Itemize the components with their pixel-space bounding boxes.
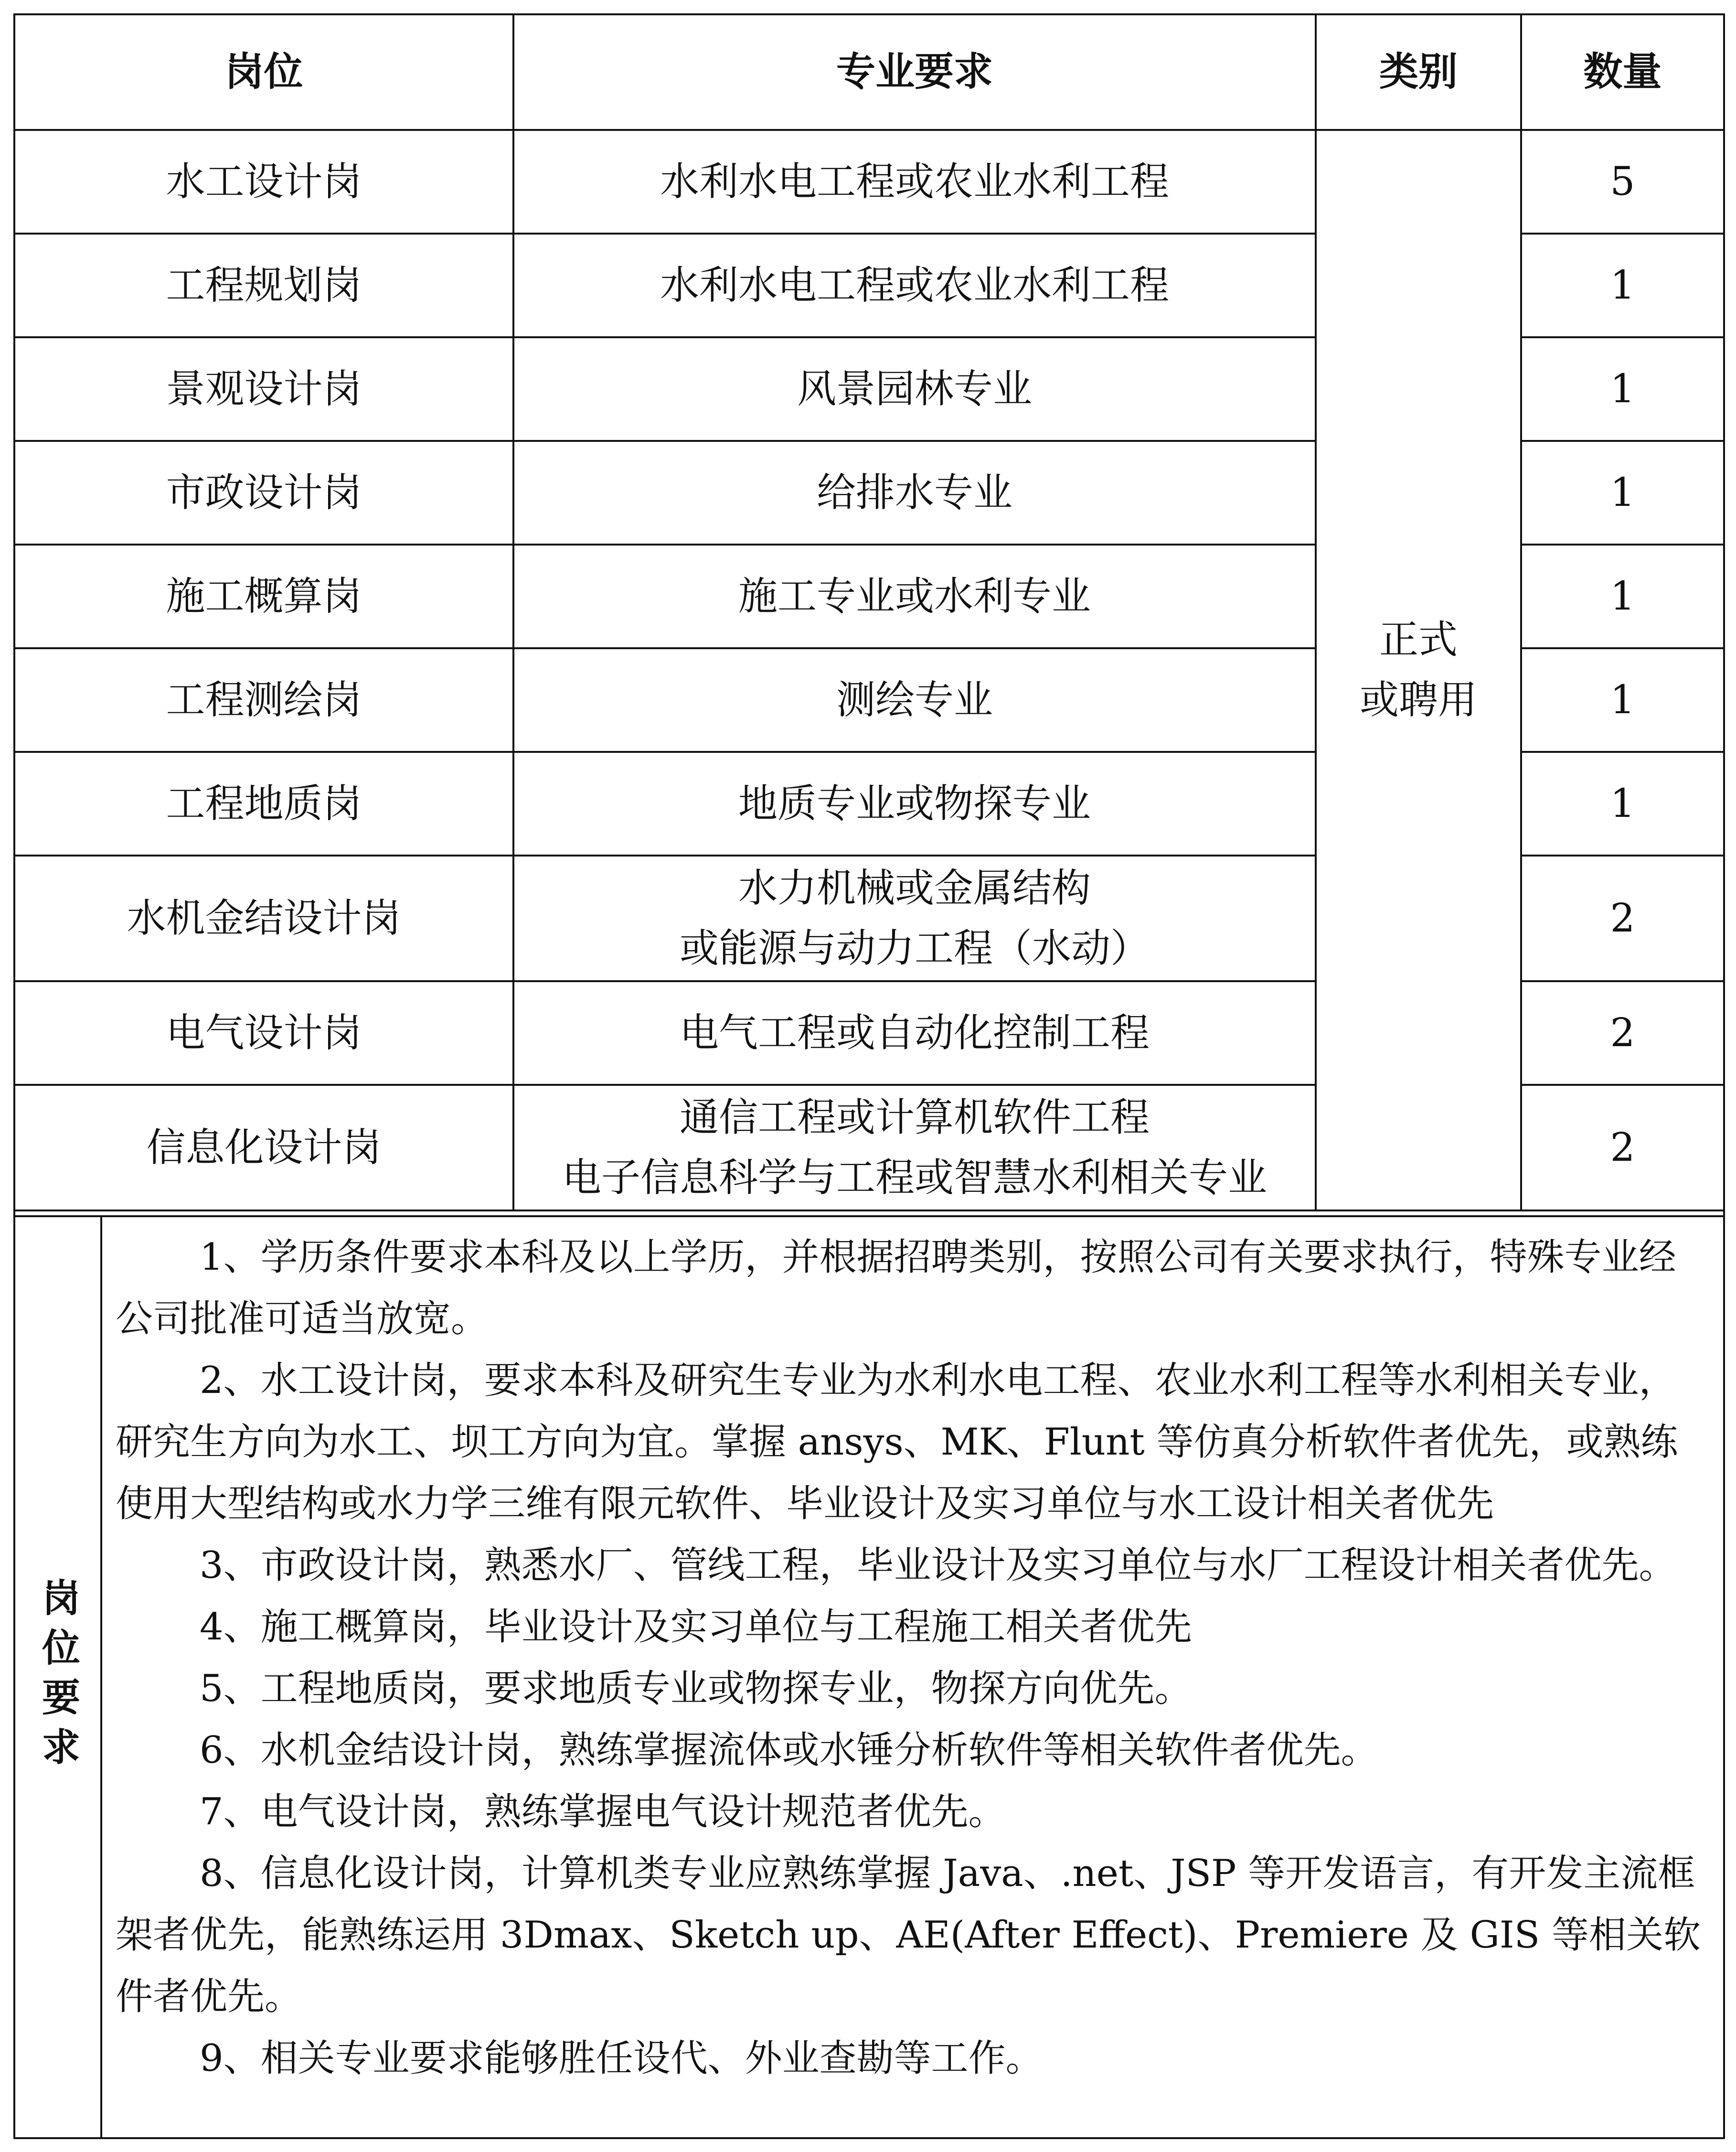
major-cell: 水利水电工程或农业水利工程: [513, 130, 1316, 234]
major-cell: 测绘专业: [513, 648, 1316, 752]
requirement-item: 6、水机金结设计岗，熟练掌握流体或水锤分析软件等相关软件者优先。: [200, 1729, 1378, 1772]
count-cell: 1: [1521, 648, 1723, 752]
major-cell: 施工专业或水利专业: [513, 545, 1316, 648]
table-row: [15, 130, 1723, 234]
count-cell: 1: [1521, 441, 1723, 545]
positions-table: [15, 15, 1723, 1211]
major-cell: [513, 856, 1316, 981]
requirement-item: 8、信息化设计岗，计算机类专业应熟练掌握 Java、.net、JSP 等开发语言，有开发主流框架者优先，能熟练运用 3Dmax、Sketch up、AE(After Effect)、Premiere 及 GIS 等相关软件者优先。: [116, 1852, 1701, 2018]
count-cell: 5: [1521, 130, 1723, 234]
post-cell: 市政设计岗: [15, 441, 513, 545]
header-major: 专业要求: [513, 15, 1316, 130]
post-cell: 水机金结设计岗: [15, 856, 513, 981]
major-cell: 水利水电工程或农业水利工程: [513, 234, 1316, 337]
requirement-item: 7、电气设计岗，熟练掌握电气设计规范者优先。: [200, 1790, 1006, 1833]
requirements-section: [15, 1215, 1723, 2137]
major-line: 通信工程或计算机软件工程: [679, 1094, 1150, 1140]
count-cell: 1: [1521, 752, 1723, 856]
requirement-item: 9、相关专业要求能够胜任设代、外业查勘等工作。: [200, 2037, 1043, 2080]
requirement-item: 3、市政设计岗，熟悉水厂、管线工程，毕业设计及实习单位与水厂工程设计相关者优先。: [200, 1544, 1676, 1587]
count-cell: 1: [1521, 234, 1723, 337]
major-cell: [513, 1085, 1316, 1210]
header-post: 岗位: [15, 15, 513, 130]
category-line: 正式: [1379, 617, 1458, 663]
requirement-item: 4、施工概算岗，毕业设计及实习单位与工程施工相关者优先: [200, 1606, 1192, 1649]
table-header-row: [15, 15, 1723, 130]
count-cell: 1: [1521, 337, 1723, 441]
post-cell: 施工概算岗: [15, 545, 513, 648]
count-cell: 2: [1521, 981, 1723, 1085]
post-cell: 工程规划岗: [15, 234, 513, 337]
major-cell: 电气工程或自动化控制工程: [513, 981, 1316, 1085]
major-cell: 地质专业或物探专业: [513, 752, 1316, 856]
category-line: 或聘用: [1359, 677, 1477, 723]
requirements-text: [116, 1227, 1706, 2089]
requirements-label-cell: [15, 1217, 102, 2137]
post-cell: 电气设计岗: [15, 981, 513, 1085]
post-cell: 信息化设计岗: [15, 1085, 513, 1210]
major-line: 电子信息科学与工程或智慧水利相关专业: [562, 1155, 1267, 1200]
post-cell: 工程测绘岗: [15, 648, 513, 752]
major-line: 或能源与动力工程（水动）: [679, 925, 1150, 971]
count-cell: 2: [1521, 1085, 1723, 1210]
post-cell: 水工设计岗: [15, 130, 513, 234]
major-cell: 给排水专业: [513, 441, 1316, 545]
count-cell: 1: [1521, 545, 1723, 648]
post-cell: 工程地质岗: [15, 752, 513, 856]
header-count: 数量: [1521, 15, 1723, 130]
recruitment-document: [13, 13, 1725, 2139]
requirement-item: 5、工程地质岗，要求地质专业或物探专业，物探方向优先。: [200, 1667, 1192, 1710]
count-cell: 2: [1521, 856, 1723, 981]
category-cell: [1316, 130, 1521, 1210]
requirement-item: 1、学历条件要求本科及以上学历，并根据招聘类别，按照公司有关要求执行，特殊专业经公司批准可适当放宽。: [116, 1236, 1676, 1340]
major-cell: 风景园林专业: [513, 337, 1316, 441]
post-cell: 景观设计岗: [15, 337, 513, 441]
requirements-label: 岗位要求: [35, 1578, 80, 1777]
requirement-item: 2、水工设计岗，要求本科及研究生专业为水利水电工程、农业水利工程等水利相关专业，研究生方向为水工、坝工方向为宜。掌握 ansys、MK、Flunt 等仿真分析软件者优先，或熟练使用大型结构或水力学三维有限元软件、毕业设计及实习单位与水工设计相关者优先: [116, 1359, 1678, 1525]
major-line: 水力机械或金属结构: [738, 865, 1091, 911]
header-category: 类别: [1316, 15, 1521, 130]
